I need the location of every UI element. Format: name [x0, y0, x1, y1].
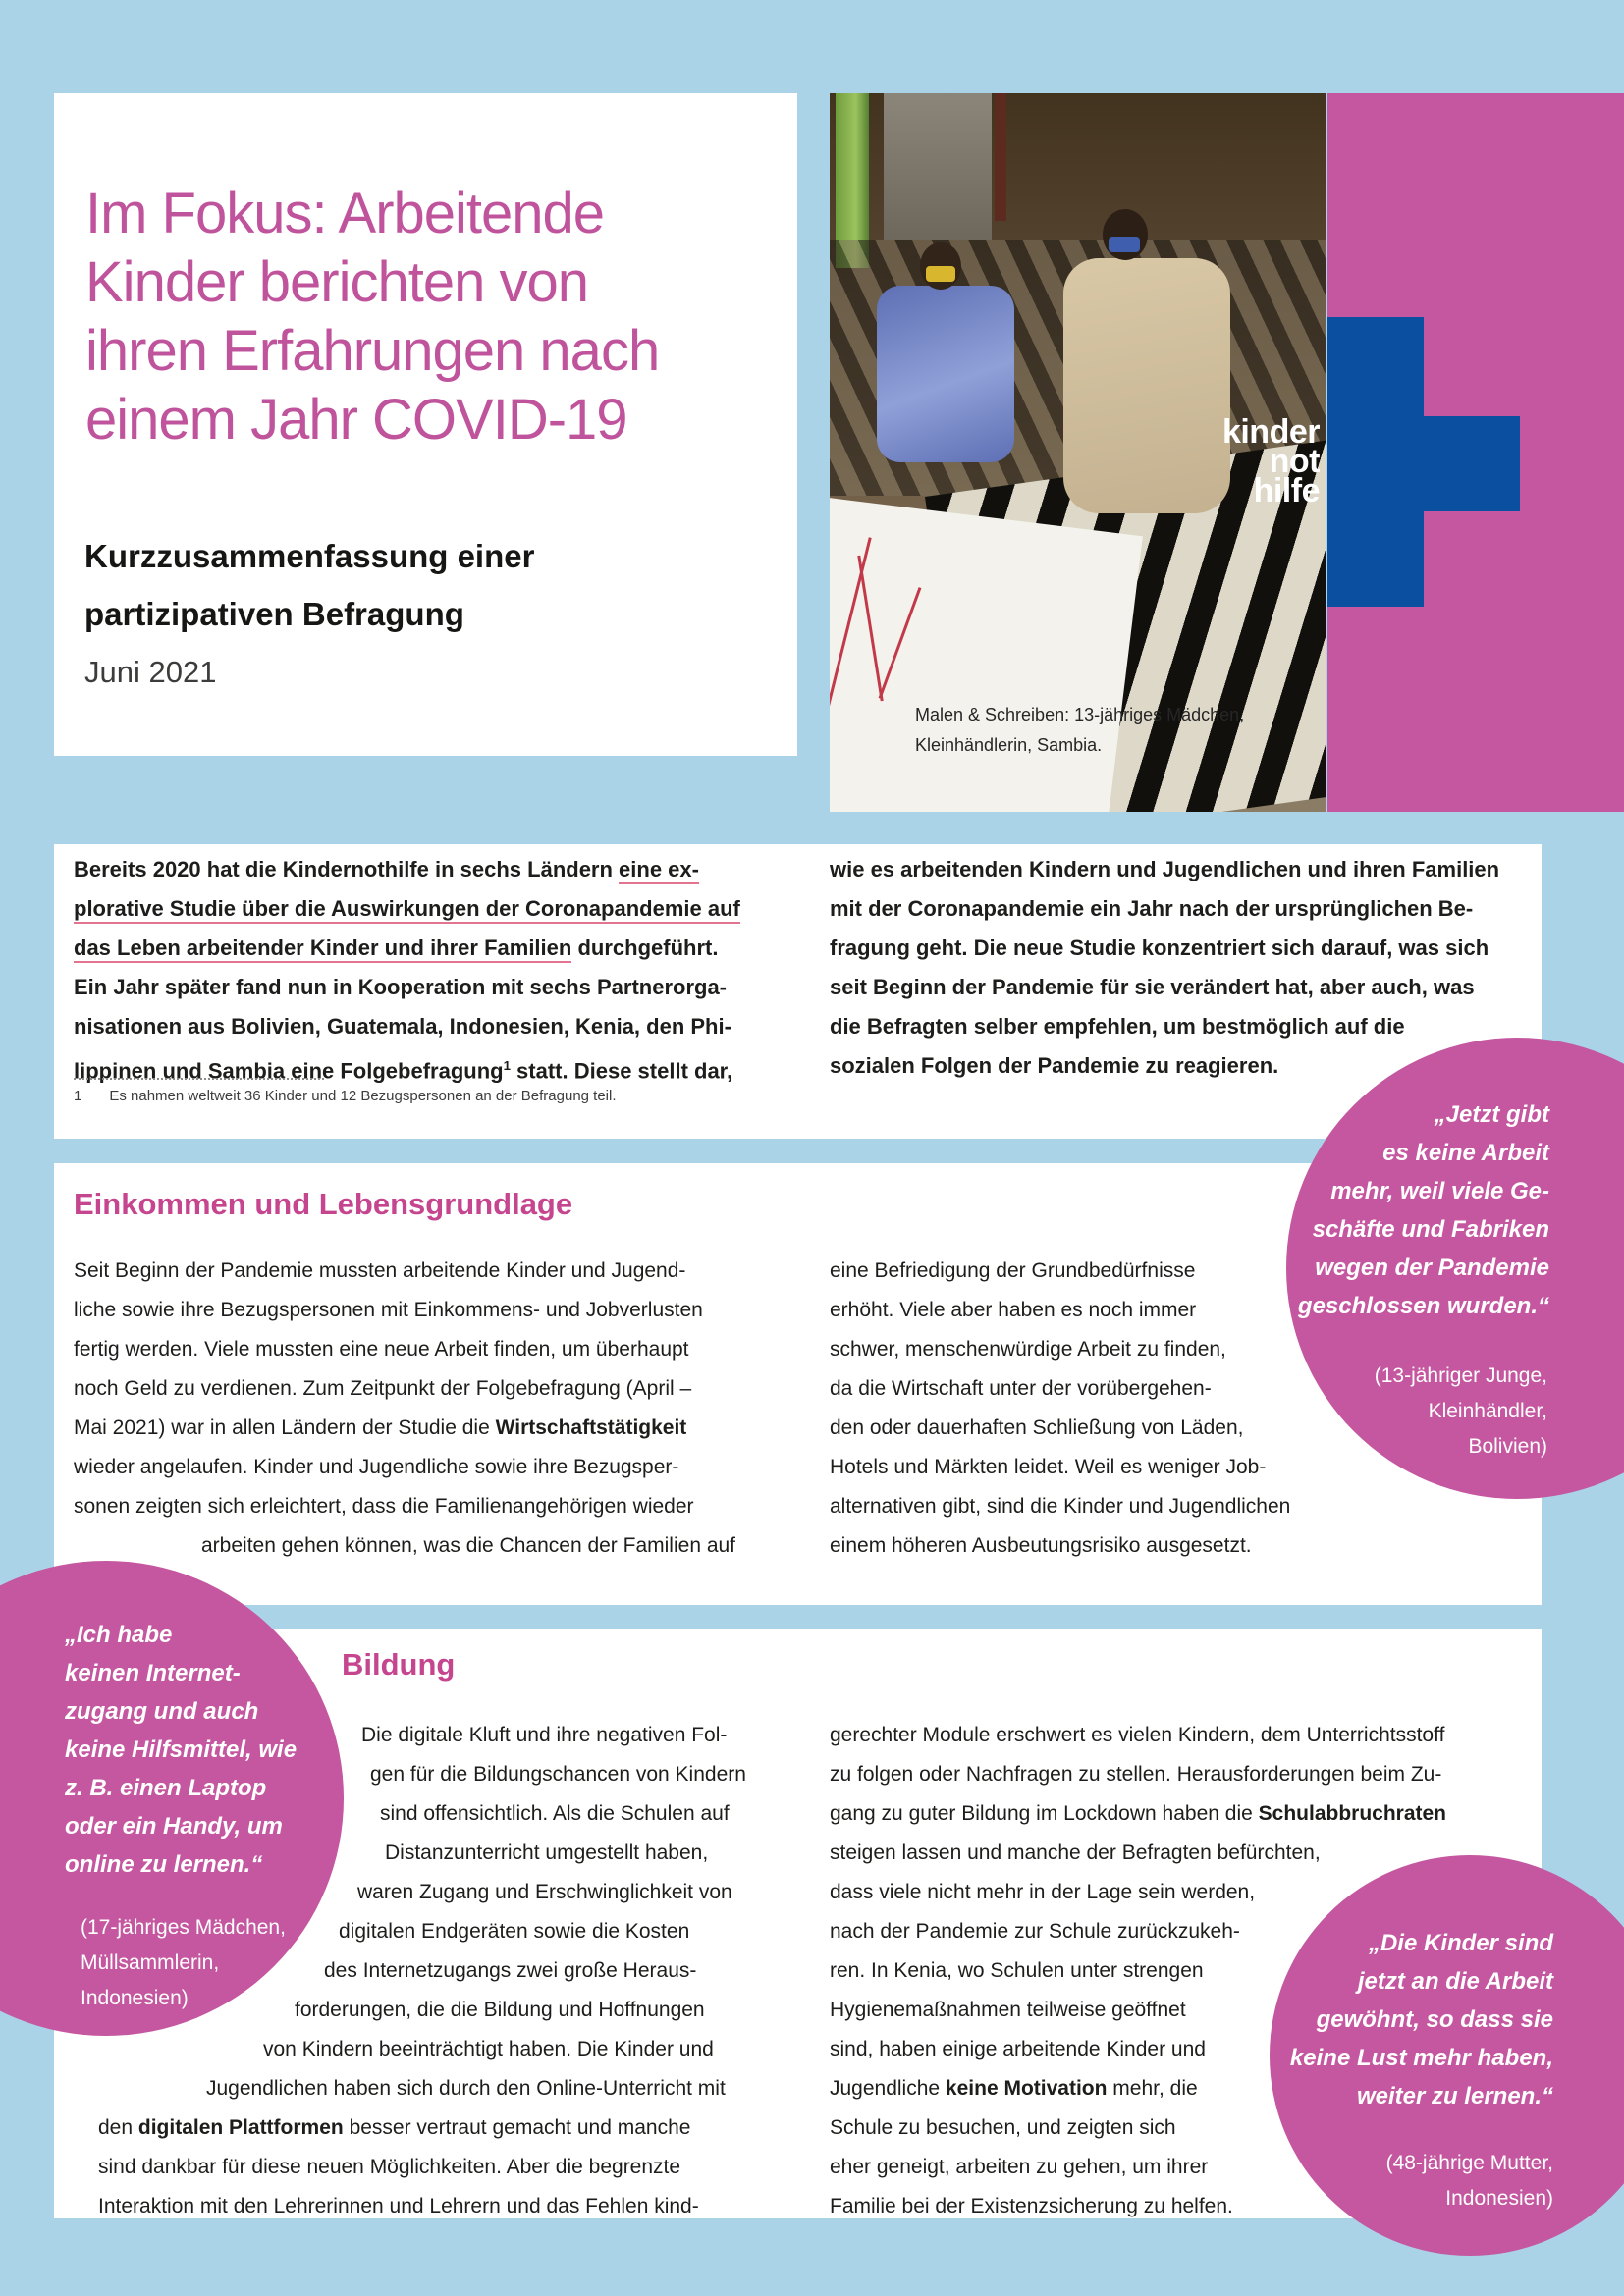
text-line [74, 850, 740, 889]
text-line [74, 929, 740, 968]
issue-date: Juni 2021 [84, 655, 217, 689]
study-link[interactable]: eine ex- [619, 857, 699, 884]
kindernothilfe-logo [1221, 413, 1320, 509]
text-line: wegen der Pandemie [1315, 1255, 1549, 1281]
photo-caption [915, 700, 1244, 761]
footnote-number: 1 [74, 1088, 82, 1104]
subtitle-line: partizipativen Befragung [84, 596, 464, 632]
photo-caption-line: Malen & Schreiben: 13-jähriges Mädchen, [915, 705, 1245, 724]
text-line: Müllsammlerin, [81, 1951, 220, 1974]
intro-text: Bereits 2020 hat die Kindernothilfe in sechs Ländern [74, 857, 620, 881]
study-link[interactable]: das Leben arbeitender Kinder und ihrer Familien [74, 935, 571, 963]
text-line: gen für die Bildungschancen von Kindern [370, 1763, 746, 1786]
intro-text: durchgeführt. [571, 935, 719, 960]
text-line: eine Befriedigung der Grundbedürfnisse [830, 1259, 1196, 1282]
quote-attribution-bolivia [1375, 1359, 1547, 1465]
intro-right-column [830, 850, 1499, 1086]
intro-box [54, 844, 1542, 1139]
logo-line: kinder [1221, 413, 1320, 451]
text-line: online zu lernen.“ [65, 1851, 263, 1878]
text-line: sozialen Folgen der Pandemie zu reagieren. [830, 1053, 1279, 1078]
logo-line: hilfe [1253, 472, 1320, 509]
text-line: keine Lust mehr haben, [1289, 2045, 1553, 2071]
quote-attribution-indonesia-girl [81, 1910, 286, 2016]
cross-logo-bar [1327, 317, 1424, 607]
subtitle [84, 527, 534, 643]
text-line: „Ich habe [65, 1622, 173, 1648]
emphasis-text: keine Motivation [945, 2077, 1108, 2100]
study-link[interactable]: plorative Studie über die Auswirkungen der Coronapandemie auf [74, 896, 740, 924]
text-line: alternativen gibt, sind die Kinder und Jugendlichen [830, 1495, 1291, 1518]
intro-text: lippinen und Sambia eine Folgebefragung [74, 1058, 504, 1084]
text-line: den oder dauerhaften Schließung von Läden, [830, 1416, 1244, 1439]
emphasis-text: Wirtschaftstätigkeit [495, 1416, 687, 1439]
photo-pole [995, 93, 1006, 221]
text-line: schäfte und Fabriken [1312, 1216, 1549, 1243]
text-line: die Befragten selber empfehlen, um bestmöglich auf die [830, 1014, 1405, 1039]
quote-text-indonesia-girl [65, 1616, 297, 1884]
text-line: sind offensichtlich. Als die Schulen auf [380, 1802, 730, 1825]
intro-text: statt. Diese stellt dar, [510, 1058, 733, 1084]
photo-teen-figure [1063, 258, 1230, 513]
text-line: wieder angelaufen. Kinder und Jugendliche sowie ihre Bezugsper- [74, 1456, 679, 1478]
quote-text-indonesia-mother [1290, 1924, 1553, 2115]
text-line: des Internetzugangs zwei große Heraus- [324, 1959, 697, 1982]
quote-text-bolivia [1298, 1095, 1549, 1325]
text-line: digitalen Endgeräten sowie die Kosten [339, 1920, 690, 1943]
intro-left-column [74, 850, 740, 1091]
text-line: gerechter Module erschwert es vielen Kindern, dem Unterrichtsstoff [830, 1724, 1445, 1746]
footnote [74, 1088, 617, 1104]
emphasis-text: Schulabbruchraten [1258, 1802, 1447, 1825]
income-left-column [74, 1252, 735, 1566]
education-flush-lines [98, 2109, 746, 2226]
text-line: schwer, menschenwürdige Arbeit zu finden, [830, 1338, 1226, 1361]
text-line: weiter zu lernen.“ [1356, 2083, 1553, 2109]
text-line: Seit Beginn der Pandemie mussten arbeitende Kinder und Jugend- [74, 1259, 686, 1282]
text-line: fragung geht. Die neue Studie konzentriert sich darauf, was sich [830, 935, 1489, 960]
text-line: da die Wirtschaft unter der vorübergehen- [830, 1377, 1212, 1400]
text-line: Bolivien) [1468, 1435, 1547, 1458]
text-line: wie es arbeitenden Kindern und Jugendlichen und ihren Familien [830, 857, 1500, 881]
text-line [830, 1794, 1446, 1834]
text-line: liche sowie ihre Bezugspersonen mit Einkommens- und Jobverlusten [74, 1299, 703, 1321]
text-line: Schule zu besuchen, und zeigten sich [830, 2116, 1176, 2139]
photo-yellow-mask [926, 266, 955, 282]
footnote-divider [74, 1078, 324, 1080]
text-line: sind, haben einige arbeitende Kinder und [830, 2038, 1206, 2060]
text-line: Familie bei der Existenzsicherung zu helfen. [830, 2195, 1233, 2217]
text-line: eher geneigt, arbeiten zu gehen, um ihrer [830, 2156, 1209, 2178]
body-text: Jugendliche [830, 2077, 946, 2100]
text-line [74, 1409, 735, 1448]
text-line: „Die Kinder sind [1368, 1930, 1553, 1956]
text-line: Kleinhändler, [1428, 1400, 1547, 1422]
body-text: Mai 2021) war in allen Ländern der Studie die [74, 1416, 496, 1439]
text-line: (17-jähriges Mädchen, [81, 1916, 286, 1939]
title-line: ihren Erfahrungen nach [85, 319, 660, 383]
title-line: einem Jahr COVID-19 [85, 388, 627, 452]
text-line: Hygienemaßnahmen teilweise geöffnet [830, 1999, 1186, 2021]
text-line: (13-jähriger Junge, [1374, 1364, 1547, 1387]
text-line: Distanzunterricht umgestellt haben, [385, 1842, 709, 1864]
text-line: Hotels und Märkten leidet. Weil es weniger Job- [830, 1456, 1267, 1478]
cover-photo [830, 93, 1326, 812]
emphasis-text: digitalen Plattformen [137, 2116, 344, 2139]
text-line: Indonesien) [1445, 2187, 1553, 2210]
text-line: ren. In Kenia, wo Schulen unter strengen [830, 1959, 1204, 1982]
text-line: mehr, weil viele Ge- [1330, 1178, 1549, 1204]
subtitle-line: Kurzzusammenfassung einer [84, 538, 535, 574]
text-line: Die digitale Kluft und ihre negativen Fol- [361, 1724, 728, 1746]
footnote-reference: 1 [503, 1058, 511, 1073]
income-right-column [830, 1252, 1290, 1566]
text-line: nisationen aus Bolivien, Guatemala, Indonesien, Kenia, den Phi- [74, 1014, 731, 1039]
text-line: Indonesien) [81, 1987, 189, 2009]
text-line: (48-jährige Mutter, [1385, 2152, 1553, 2174]
text-line: dass viele nicht mehr in der Lage sein werden, [830, 1881, 1256, 1903]
text-line: von Kindern beeinträchtigt haben. Die Kinder und [263, 2038, 714, 2060]
text-line: z. B. einen Laptop [65, 1775, 267, 1801]
text-line: „Jetzt gibt [1434, 1101, 1549, 1128]
text-line: es keine Arbeit [1382, 1140, 1549, 1166]
body-text: besser vertraut gemacht und manche [343, 2116, 691, 2139]
text-line: sonen zeigten sich erleichtert, dass die Familienangehörigen wieder [74, 1495, 694, 1518]
quote-attribution-indonesia-mother [1386, 2146, 1553, 2216]
text-line: nach der Pandemie zur Schule zurückzukeh- [830, 1920, 1240, 1943]
text-line [98, 2109, 746, 2148]
text-line: jetzt an die Arbeit [1357, 1968, 1553, 1995]
photo-caption-line: Kleinhändlerin, Sambia. [915, 735, 1103, 755]
text-line: mit der Coronapandemie ein Jahr nach der ursprünglichen Be- [830, 896, 1474, 921]
photo-door [884, 93, 992, 240]
text-line [74, 1046, 740, 1091]
text-line: geschlossen wurden.“ [1297, 1293, 1549, 1319]
title-box [54, 93, 797, 756]
text-line: waren Zugang und Erschwinglichkeit von [357, 1881, 732, 1903]
text-line: noch Geld zu verdienen. Zum Zeitpunkt der Folgebefragung (April – [74, 1377, 692, 1400]
photo-blue-mask [1109, 237, 1140, 252]
cross-logo-arm [1424, 416, 1520, 511]
logo-line: not [1269, 443, 1320, 480]
text-line: sind dankbar für diese neuen Möglichkeiten. Aber die begrenzte [98, 2156, 681, 2178]
text-line: zugang und auch [65, 1698, 259, 1725]
text-line: seit Beginn der Pandemie für sie verändert hat, aber auch, was [830, 975, 1475, 999]
photo-teen-head [1103, 209, 1148, 260]
title-line: Im Fokus: Arbeitende [85, 182, 605, 245]
text-line: gewöhnt, so dass sie [1316, 2006, 1553, 2033]
education-heading: Bildung [342, 1647, 456, 1682]
text-line: arbeiten gehen können, was die Chancen der Familien auf [201, 1534, 736, 1557]
body-text: den [98, 2116, 138, 2139]
text-line: fertig werden. Viele mussten eine neue Arbeit finden, um überhaupt [74, 1338, 689, 1361]
photo-drawing-paper [830, 497, 1143, 812]
photo-woman-figure [877, 286, 1014, 462]
title-line: Kinder berichten von [85, 250, 588, 314]
text-line: forderungen, die die Bildung und Hoffnungen [295, 1999, 705, 2021]
body-text: gang zu guter Bildung im Lockdown haben die [830, 1802, 1259, 1825]
text-line: keine Hilfsmittel, wie [65, 1736, 298, 1763]
footnote-text: Es nahmen weltweit 36 Kinder und 12 Bezugspersonen an der Befragung teil. [109, 1088, 617, 1104]
text-line: steigen lassen und manche der Befragten befürchten, [830, 1842, 1321, 1864]
text-line: keinen Internet- [65, 1660, 241, 1686]
body-text: mehr, die [1107, 2077, 1198, 2100]
page-title [85, 180, 659, 454]
text-line: einem höheren Ausbeutungsrisiko ausgesetzt. [830, 1534, 1252, 1557]
text-line [74, 889, 740, 929]
text-line: Interaktion mit den Lehrerinnen und Lehrern und das Fehlen kind- [98, 2195, 699, 2217]
text-line: zu folgen oder Nachfragen zu stellen. Herausforderungen beim Zu- [830, 1763, 1442, 1786]
text-line: Ein Jahr später fand nun in Kooperation mit sechs Partnerorga- [74, 975, 728, 999]
text-line: Jugendlichen haben sich durch den Online-Unterricht mit [206, 2077, 726, 2100]
text-line: erhöht. Viele aber haben es noch immer [830, 1299, 1197, 1321]
text-line: oder ein Handy, um [65, 1813, 283, 1840]
income-heading: Einkommen und Lebensgrundlage [74, 1187, 573, 1221]
